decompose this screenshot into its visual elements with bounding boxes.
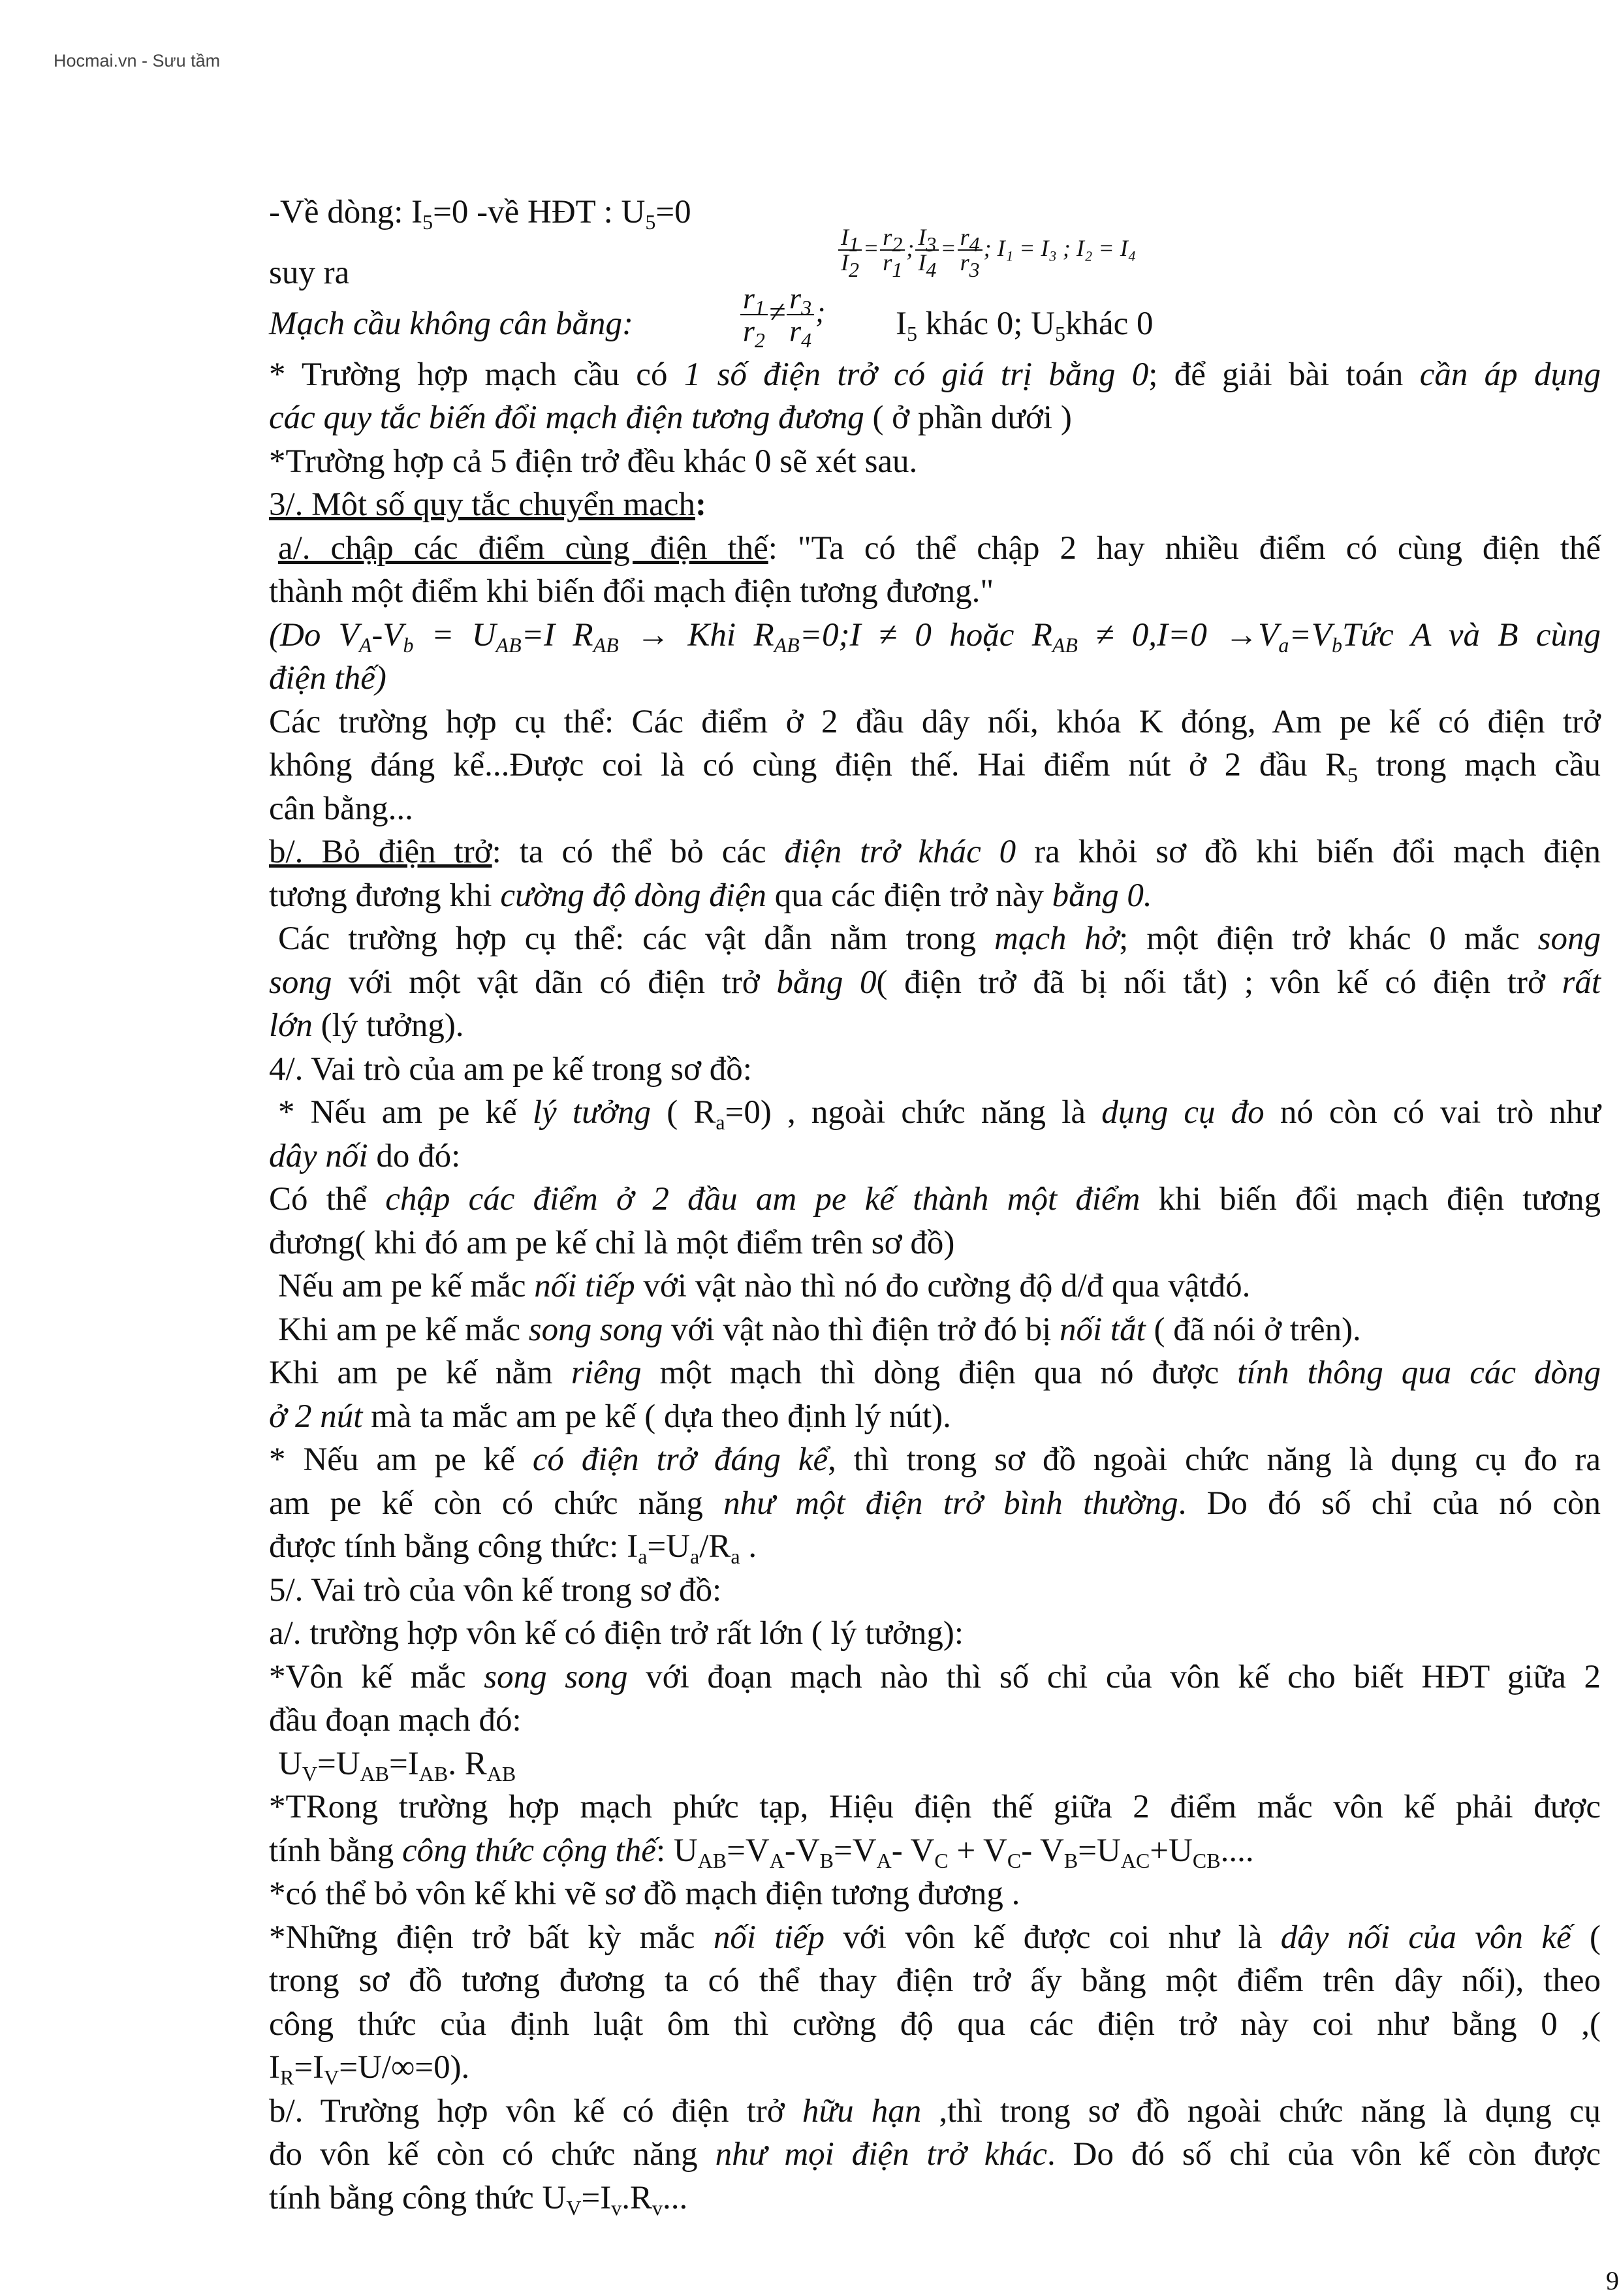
para-line: * Nếu am pe kế lý tưởng ( $R_a=0$) , ngoài chức năng là dụng cụ đo nó còn có vai trò như <box>278 1094 1601 1134</box>
para-line: song với một vật dãn có điện trở bằng 0( điện trở đã bị nối tắt) ; vôn kế có điện trở rất <box>269 964 1601 1001</box>
suy-ra-label: suy ra <box>269 254 350 291</box>
para-line: công thức của định luật ôm thì cường độ qua các điện trở này coi như bằng 0 ,( <box>269 2005 1601 2043</box>
para-line: thành một điểm khi biến đổi mạch điện tương đương." <box>269 573 994 610</box>
para-line: Các trường hợp cụ thể: Các điểm ở 2 đầu dây nối, khóa K đóng, Am pe kế có điện trở <box>269 703 1601 740</box>
para-line: * Nếu am pe kế có điện trở đáng kể, thì trong sơ đồ ngoài chức năng là dụng cụ đo ra <box>269 1441 1601 1478</box>
para-line: Khi am pe kế nằm riêng một mạch thì dòng điện qua nó được tính thông qua các dòng <box>269 1355 1601 1391</box>
para-line: *Vôn kế mắc song song với đoạn mạch nào thì số chỉ của vôn kế cho biết HĐT giữa 2 <box>269 1658 1601 1695</box>
line-suy-ra <box>269 223 1601 296</box>
para-line: b/. Bỏ điện trở: ta có thể bỏ các điện trở khác 0 ra khỏi sơ đồ khi biến đổi mạch điện <box>269 834 1601 870</box>
document-body <box>269 191 1601 2220</box>
para-line: cân bằng... <box>269 790 413 827</box>
para-line: a/. chập các điểm cùng điện thế: "Ta có thể chập 2 hay nhiều điểm có cùng điện thế <box>278 529 1601 567</box>
line-dong-hdt: -Về dòng: $I_5=0$ -về HĐT : $U_5=0$ <box>269 194 691 234</box>
para-line: tính bằng công thức cộng thế: $U_{AB}=V_A-V_B=V_A-$ $V_C + V_C-$ $V_B=U_{AC}+U_{CB}$.... <box>269 1832 1254 1872</box>
formula-ratios: $\frac{I_1}{I_2}$ = $\frac{r_2}{r_1}$ ; $\frac{I_3}{I_4}$ = $\frac{r_4}{r_3}$ ; I₁ = I₃ ; I₂ = I₄ <box>837 225 1136 276</box>
para-line: Khi am pe kế mắc song song với vật nào thì điện trở đó bị nối tắt ( đã nói ở trên). <box>278 1311 1361 1348</box>
para-line: * Trường hợp mạch cầu có 1 số điện trở có giá trị bằng 0; để giải bài toán cần áp dụng <box>269 356 1601 393</box>
para-line: tương đương khi cường độ dòng điện qua các điện trở này bằng 0. <box>269 877 1152 914</box>
page-header: Hocmai.vn - Sưu tầm <box>54 51 221 71</box>
section-heading-4: 4/. Vai trò của am pe kế trong sơ đồ: <box>269 1050 752 1088</box>
para-line: b/. Trường hợp vôn kế có điện trở hữu hạn ,thì trong sơ đồ ngoài chức năng là dụng cụ <box>269 2092 1601 2130</box>
para-line: trong sơ đồ tương đương ta có thể thay điện trở ấy bằng một điểm trên dây nối), theo <box>269 1962 1601 1999</box>
para-line: *có thể bỏ vôn kế khi vẽ sơ đồ mạch điện tương đương . <box>269 1876 1020 1912</box>
para-line: Có thể chập các điểm ở 2 đầu am pe kế thành một điểm khi biến đổi mạch điện tương <box>269 1181 1601 1218</box>
para-line: ở 2 nút mà ta mắc am pe kế ( dựa theo định lý nút). <box>269 1398 951 1435</box>
formula-unbalanced: $\frac{r_1}{r_2}$ ≠ $\frac{r_3}{r_4}$ ; <box>739 283 825 347</box>
para-line: *Trường hợp cả 5 điện trở đều khác 0 sẽ xét sau. <box>269 443 918 480</box>
para-line: điện thế) <box>269 660 386 697</box>
para-line: không đáng kể...Được coi là có cùng điện thế. Hai điểm nút ở 2 đầu $R_5$ trong mạch cầu <box>269 747 1601 787</box>
para-line: lớn (lý tưởng). <box>269 1007 464 1044</box>
para-line: (Do $V_A-V_b = U_{AB}=I$ $R_{AB}$ → Khi $R_{AB}=0;I \ne 0$ hoặc $R_{AB} \ne 0,I=0$ $\to V_a=V_bTức$ A và B cùng <box>269 616 1601 657</box>
para-line: tính bằng công thức $U_V=I_v.R_v$... <box>269 2179 688 2220</box>
para-line: $I_R=I_V=U/\infty=0$). <box>269 2049 470 2089</box>
para-line: đương( khi đó am pe kế chỉ là một điểm trên sơ đồ) <box>269 1224 955 1261</box>
para-line: đầu đoạn mạch đó: <box>269 1702 522 1738</box>
para-line: các quy tắc biến đổi mạch điện tương đương ( ở phần dưới ) <box>269 400 1072 436</box>
page-number: 9 <box>1606 2266 1619 2295</box>
para-line: a/. trường hợp vôn kế có điện trở rất lớn ( lý tưởng): <box>269 1615 964 1652</box>
para-line: am pe kế còn có chức năng như một điện trở bình thường. Do đó số chỉ của nó còn <box>269 1485 1601 1522</box>
para-line: Các trường hợp cụ thể: các vật dẫn nằm trong mạch hở; một điện trở khác 0 mắc song <box>278 920 1601 957</box>
para-line: *TRong trường hợp mạch phức tạp, Hiệu điện thế giữa 2 điểm mắc vôn kế phải được <box>269 1789 1601 1825</box>
para-line: được tính bằng công thức: $I_a=U_a/R_a$ . <box>269 1528 757 1568</box>
para-line: Nếu am pe kế mắc nối tiếp với vật nào thì nó đo cường độ d/đ qua vậtđó. <box>278 1268 1251 1304</box>
section-heading-3: 3/. Môt số quy tắc chuyển mach: <box>269 486 706 523</box>
line-mach-khong-can-bang: Mạch cầu không cân bằng: $\frac{r_1}{r_2}$ ≠ $\frac{r_3}{r_4}$ ; $I_5$ khác 0; $U_5khác$ 0 <box>269 281 1154 352</box>
section-heading-5: 5/. Vai trò của vôn kế trong sơ đồ: <box>269 1571 722 1609</box>
para-line: dây nối do đó: <box>269 1137 461 1174</box>
para-line: *Những điện trở bất kỳ mắc nối tiếp với vôn kế được coi như là dây nối của vôn kế ( <box>269 1919 1601 1956</box>
para-line: $U_V=U_{AB}=I_{AB}$. $R_{AB}$ <box>278 1745 516 1785</box>
para-line: đo vôn kế còn có chức năng như mọi điện trở khác. Do đó số chỉ của vôn kế còn được <box>269 2136 1601 2173</box>
